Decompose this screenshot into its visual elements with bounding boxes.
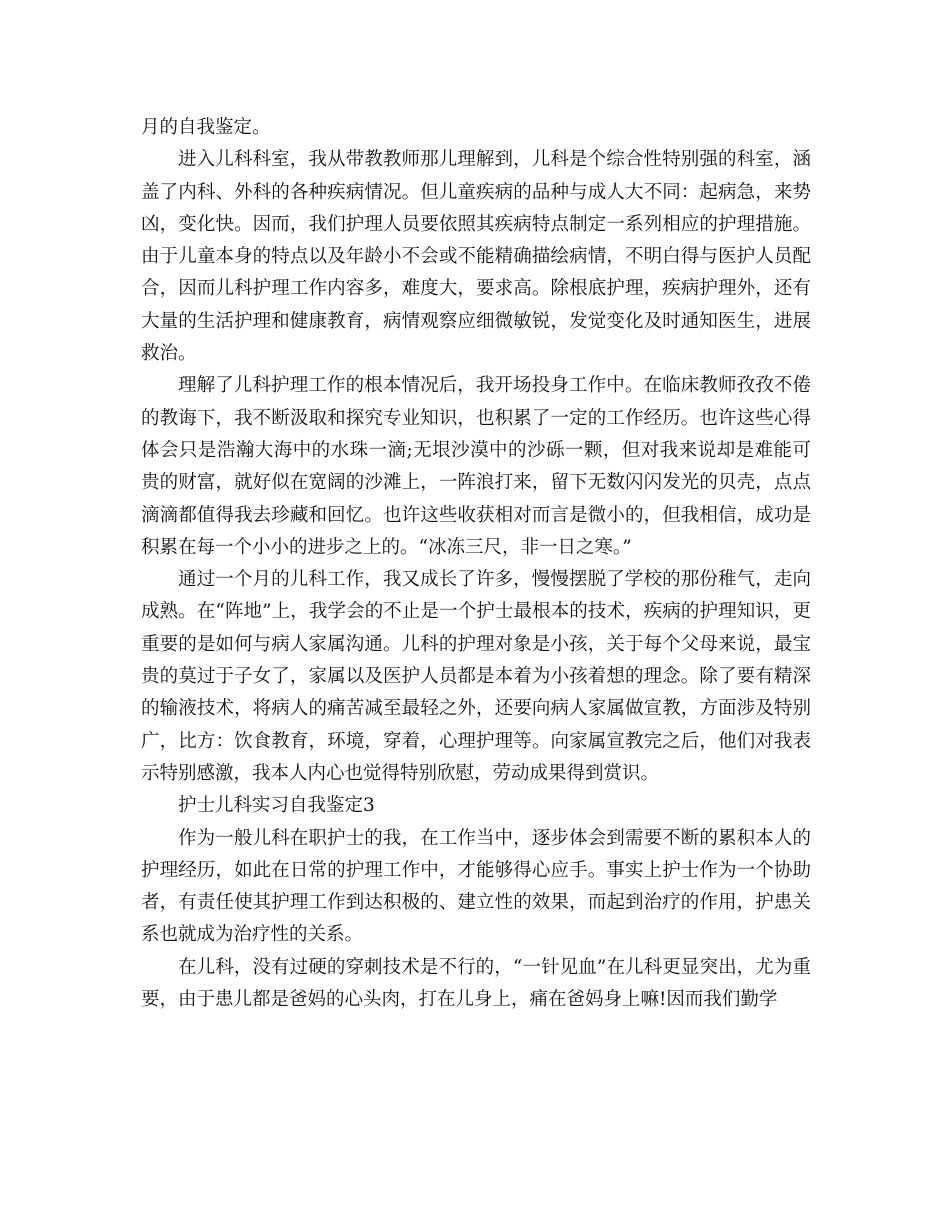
document-body	[141, 112, 811, 1016]
paragraph-nurse-role: 作为一般儿科在职护士的我，在工作当中，逐步体会到需要不断的累积本人的护理经历，如此在日常的护理工作中，才能够得心应手。事实上护士作为一个协助者，有责任使其护理工作到达积极的、建立性的效果，而起到治疗的作用，护患关系也就成为治疗性的关系。	[141, 827, 811, 946]
section-heading: 护士儿科实习自我鉴定3	[178, 795, 375, 817]
paragraph-pediatrics-intro: 进入儿科科室，我从带教教师那儿理解到，儿科是个综合性特别强的科室，涵盖了内科、外科的各种疾病情况。但儿童疾病的品种与成人大不同：起病急，来势凶，变化快。因而，我们护理人员要依照其疾病特点制定一系列相应的护理措施。由于儿童本身的特点以及年龄小不会或不能精确描绘病情，不明白得与医护人员配合，因而儿科护理工作内容多，难度大，要求高。除根底护理，疾病护理外，还有大量的生活护理和健康教育，病情观察应细微敏锐，发觉变化及时通知医生，进展救治。	[141, 149, 811, 365]
paragraph-continuation: 月的自我鉴定。	[141, 117, 271, 138]
paragraph-work-experience: 理解了儿科护理工作的根本情况后，我开场投身工作中。在临床教师孜孜不倦的教诲下，我不断汲取和探究专业知识，也积累了一定的工作经历。也许这些心得体会只是浩瀚大海中的水珠一滴;无垠沙漠中的沙砾一颗，但对我来说却是难能可贵的财富，就好似在宽阔的沙滩上，一阵浪打来，留下无数闪闪发光的贝壳，点点滴滴都值得我去珍藏和回忆。也许这些收获相对而言是微小的，但我相信，成功是积累在每一个小小的进步之上的。“冰冻三尺，非一日之寒。”	[141, 375, 811, 558]
paragraph-growth: 通过一个月的儿科工作，我又成长了许多，慢慢摆脱了学校的那份稚气，走向成熟。在“阵地”上，我学会的不止是一个护士最根本的技术，疾病的护理知识，更重要的是如何与病人家属沟通。儿科的护理对象是小孩，关于每个父母来说，最宝贵的莫过于子女了，家属以及医护人员都是本着为小孩着想的理念。除了要有精深的输液技术，将病人的痛苦减至最轻之外，还要向病人家属做宣教，方面涉及特别广，比方：饮食教育，环境，穿着，心理护理等。向家属宣教完之后，他们对我表示特别感激，我本人内心也觉得特别欣慰，劳动成果得到赏识。	[141, 569, 811, 784]
paragraph-puncture-skill: 在儿科，没有过硬的穿刺技术是不行的，“一针见血”在儿科更显突出，尤为重要，由于患儿都是爸妈的心头肉，打在儿身上，痛在爸妈身上嘛!因而我们勤学	[141, 956, 811, 1011]
